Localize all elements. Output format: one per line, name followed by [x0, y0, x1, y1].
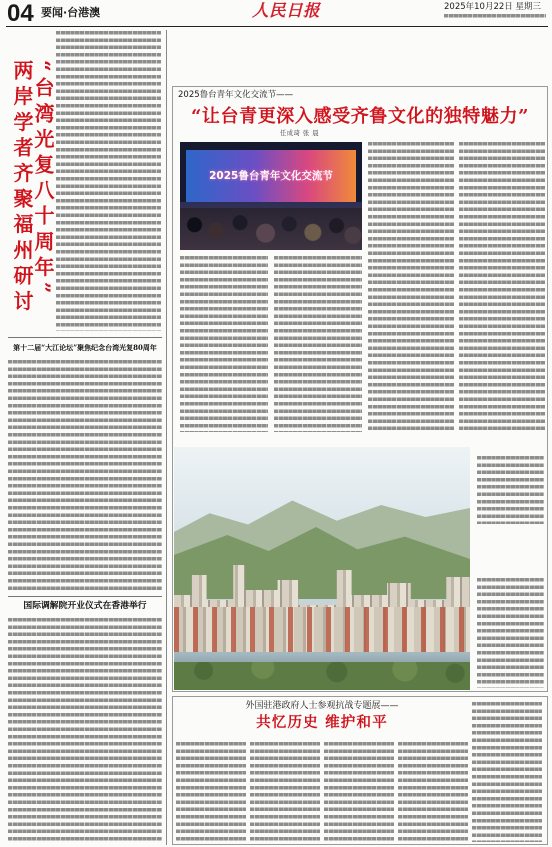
article-1-body-text	[56, 31, 161, 331]
masthead-logo: 人民日报	[252, 1, 320, 20]
column-divider	[166, 30, 167, 845]
feature-body-text	[274, 256, 362, 432]
header-rule	[6, 26, 548, 27]
article-divider	[8, 596, 162, 597]
article-divider	[8, 337, 162, 338]
editor-info-text	[444, 14, 546, 18]
article-1-headline-line-1: 两岸学者齐聚福州研讨	[10, 60, 34, 316]
photo-led-screen	[186, 150, 356, 202]
feature-body-text	[368, 142, 454, 432]
photo-cityscape	[174, 447, 470, 690]
article-1-vertical-headline	[11, 60, 53, 316]
photo-rooftops	[174, 607, 470, 657]
photo-caption-text	[477, 578, 544, 688]
feature-byline: 任成琦 张 晨	[280, 130, 319, 137]
bottom-article-headline: 共忆历史 维护和平	[256, 714, 388, 731]
article-3-body-text	[8, 618, 162, 844]
photo-banner-text: 2025鲁台青年文化交流节	[209, 170, 333, 182]
bottom-article-body-text	[398, 742, 468, 842]
bottom-article-body-text	[324, 742, 394, 842]
bottom-article-kicker: 外国驻港政府人士参观抗战专题展——	[245, 701, 399, 711]
bottom-article-body-text	[176, 742, 246, 842]
article-2-headline: 第十二届“大江论坛”聚焦纪念台湾光复80周年	[13, 343, 157, 352]
page-number: 04	[7, 0, 34, 27]
section-title: 要闻·台港澳	[41, 6, 101, 19]
bottom-article-body-text	[250, 742, 320, 842]
photo-audience	[180, 208, 362, 250]
article-3-headline: 国际调解院开业仪式在香港举行	[23, 601, 147, 611]
photo-caption-text	[477, 456, 544, 524]
feature-body-text	[459, 142, 545, 432]
bottom-article-body-text	[472, 702, 542, 842]
feature-kicker: 2025鲁台青年文化交流节——	[178, 90, 294, 100]
feature-headline: “让台青更深入感受齐鲁文化的独特魅力”	[190, 106, 530, 127]
article-1-headline-line-2: “台湾光复八十周年”	[31, 60, 55, 300]
photo-stage-event	[180, 142, 362, 250]
feature-body-text	[180, 256, 268, 432]
issue-date: 2025年10月22日 星期三	[444, 2, 541, 12]
article-2-body-text	[8, 360, 162, 592]
photo-trees	[174, 662, 470, 690]
